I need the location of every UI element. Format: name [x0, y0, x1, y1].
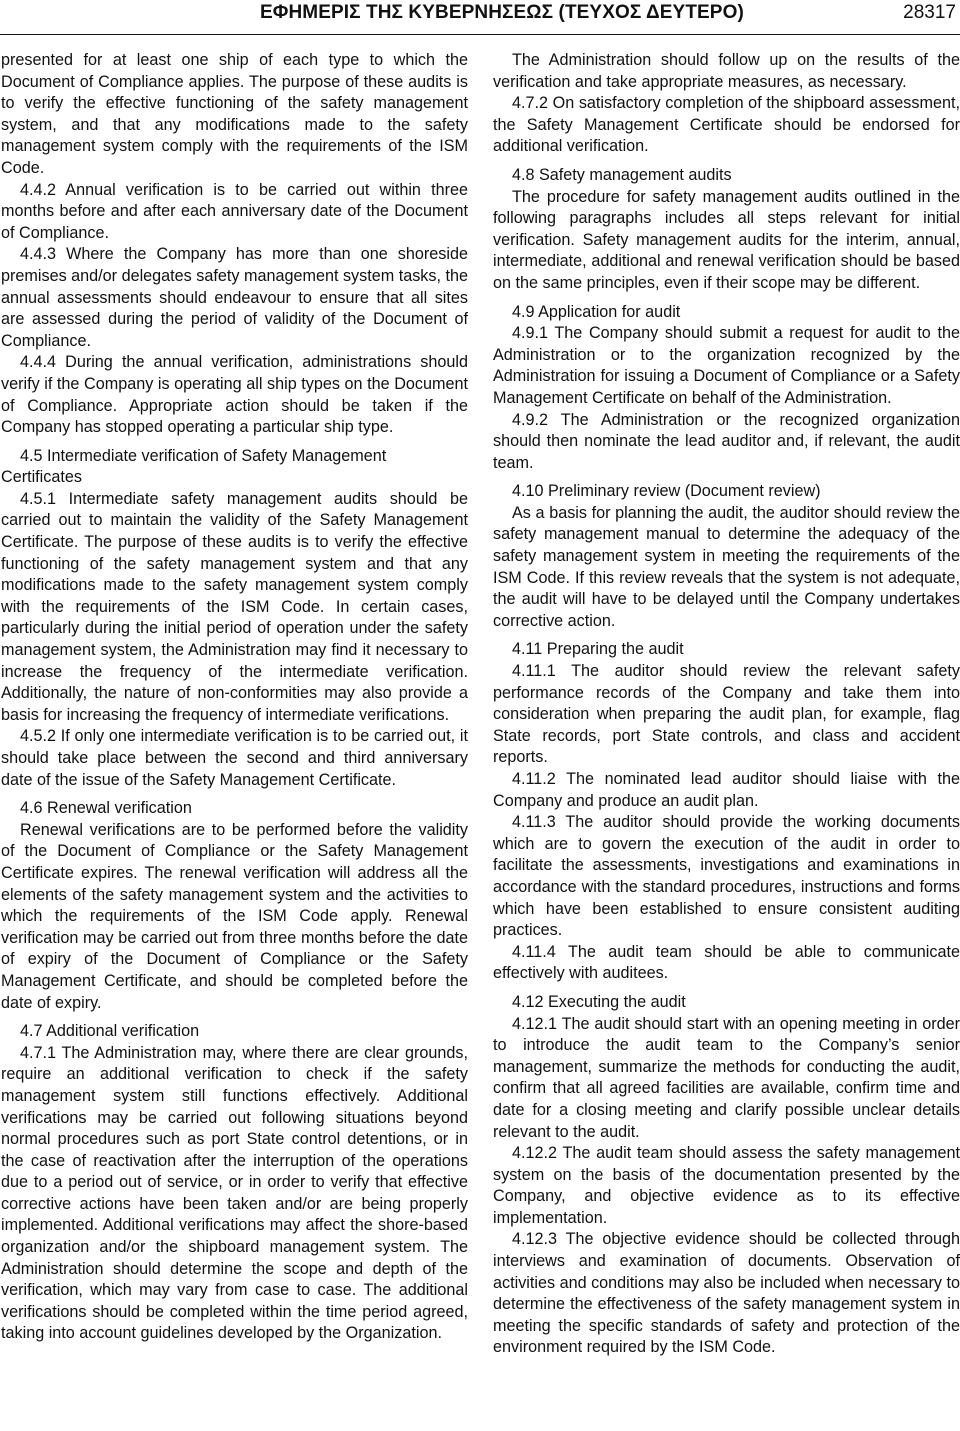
- right-column: [493, 50, 960, 1359]
- gazette-title: ΕΦΗΜΕΡΙΣ ΤΗΣ ΚΥΒΕΡΝΗΣΕΩΣ (ΤΕΥΧΟΣ ΔΕΥΤΕΡΟ): [260, 2, 744, 23]
- paragraph-4-12-2: 4.12.2 The audit team should assess the safety management system on the basis of the documentation presented by the Company, and objective evidence as to its effective implementation.: [493, 1144, 960, 1227]
- paragraph-safety-management-audits: The procedure for safety management audits outlined in the following paragraphs includes all steps relevant for initial verification. Safety management audits for the interim, annual, intermediate, additional and renewal verification should be based on the same principles, even if their scope may be different.: [493, 187, 960, 292]
- paragraph-4-9-2: 4.9.2 The Administration or the recognized organization should then nominate the lead auditor and, if relevant, the audit team.: [493, 410, 960, 472]
- section-heading-4-12: 4.12 Executing the audit: [512, 992, 686, 1011]
- section-heading-4-5: 4.5 Intermediate verification of Safety Management Certificates: [1, 446, 387, 487]
- section-heading-4-8: 4.8 Safety management audits: [512, 165, 732, 184]
- paragraph-continuation: presented for at least one ship of each type to which the Document of Compliance applies. The purpose of these audits is to verify the effective functioning of the safety management system, and that any modifications made to the safety management system comply with the requirements of the ISM Code.: [1, 51, 468, 177]
- paragraph-4-4-3: 4.4.3 Where the Company has more than one shoreside premises and/or delegates safety management system tasks, the annual assessments should endeavour to ensure that all sites are assessed during the period of validity of the Document of Compliance.: [1, 245, 468, 350]
- paragraph-4-7-1-continued: The Administration should follow up on the results of the verification and take appropriate measures, as necessary.: [493, 51, 960, 91]
- paragraph-4-4-4: 4.4.4 During the annual verification, administrations should verify if the Company is operating all ship types on the Document of Compliance. Appropriate action should be taken if the Company has stopped operating a particular ship type.: [1, 353, 468, 437]
- section-heading-4-9: 4.9 Application for audit: [512, 302, 681, 321]
- paragraph-4-12-1: 4.12.1 The audit should start with an opening meeting in order to introduce the audit team to the Company’s senior management, summarize the methods for conducting the audit, confirm that all agreed facilities are available, confirm time and date for a closing meeting and clarify possible unclear details relevant to the audit.: [493, 1014, 960, 1141]
- paragraph-4-12-3: 4.12.3 The objective evidence should be collected through interviews and examination of documents. Observation of activities and conditions may also be included when necessary to determine the effectiveness of the safety management system in meeting the specific standards of safety and protection of the environment required by the ISM Code.: [493, 1230, 960, 1357]
- left-column: [1, 50, 468, 1345]
- paragraph-4-11-2: 4.11.2 The nominated lead auditor should liaise with the Company and produce an audit plan.: [493, 770, 960, 810]
- section-heading-4-7: 4.7 Additional verification: [20, 1022, 200, 1041]
- section-heading-4-11: 4.11 Preparing the audit: [512, 640, 684, 659]
- paragraph-4-7-2: 4.7.2 On satisfactory completion of the shipboard assessment, the Safety Management Certificate should be endorsed for additional verification.: [493, 94, 960, 156]
- paragraph-4-4-2: 4.4.2 Annual verification is to be carried out within three months before and after each anniversary date of the Document of Compliance.: [1, 180, 468, 242]
- paragraph-4-11-3: 4.11.3 The auditor should provide the working documents which are to govern the execution of the audit in order to facilitate the assessments, investigations and examinations in accordance with the standard procedures, instructions and forms which have been established to ensure consistent auditing practices.: [493, 813, 960, 940]
- paragraph-4-11-1: 4.11.1 The auditor should review the relevant safety performance records of the Company and take them into consideration when preparing the audit plan, for example, flag State records, port State controls, and class and accident reports.: [493, 662, 960, 767]
- page-header: [0, 0, 960, 35]
- section-heading-4-6: 4.6 Renewal verification: [20, 799, 192, 818]
- section-heading-4-10: 4.10 Preliminary review (Document review): [512, 482, 821, 501]
- paragraph-preliminary-review: As a basis for planning the audit, the auditor should review the safety management manual to determine the adequacy of the safety management system in meeting the requirements of the ISM Code. If this review reveals that the system is not adequate, the audit will have to be delayed until the Company undertakes corrective action.: [493, 503, 960, 630]
- paragraph-4-5-1: 4.5.1 Intermediate safety management audits should be carried out to maintain the validity of the Safety Management Certificate. The purpose of these audits is to verify the effective functioning of the safety management system and that any modifications made to the safety management system comply with the requirements of the ISM Code. In certain cases, particularly during the initial period of operation under the safety management system, the Administration may find it necessary to increase the frequency of the intermediate verification. Additionally, the nature of non-conformities may also provide a basis for increasing the frequency of intermediate verifications.: [1, 489, 468, 724]
- paragraph-4-9-1: 4.9.1 The Company should submit a request for audit to the Administration or to the organization recognized by the Administration for issuing a Document of Compliance or a Safety Management Certificate on behalf of the Administration.: [493, 324, 960, 407]
- page-number: 28317: [903, 2, 956, 23]
- paragraph-4-11-4: 4.11.4 The audit team should be able to communicate effectively with auditees.: [493, 942, 960, 983]
- paragraph-4-7-1: 4.7.1 The Administration may, where there are clear grounds, require an additional verification to check if the safety management system still functions effectively. Additional verifications may be carried out following situations beyond normal procedures such as port State control detentions, or in the case of reactivation after the interruption of the operations due to a period out of service, or in order to verify that effective corrective actions have been taken and/or are being properly implemented. Additional verifications may affect the shore-based organization and/or the shipboard management system. The Administration should determine the scope and depth of the verification, which may vary from case to case. The additional verifications should be completed within the time period agreed, taking into account guidelines developed by the Organization.: [1, 1043, 468, 1343]
- paragraph-4-5-2: 4.5.2 If only one intermediate verification is to be carried out, it should take place between the second and third anniversary date of the issue of the Safety Management Certificate.: [1, 727, 468, 789]
- paragraph-renewal-verification: Renewal verifications are to be performed before the validity of the Document of Compliance or the Safety Management Certificate expires. The renewal verification will address all the elements of the safety management system and the activities to which the requirements of the ISM Code apply. Renewal verification may be carried out from three months before the date of expiry of the Document of Compliance or the Safety Management Certificate, and should be completed before the date of expiry.: [1, 820, 468, 1012]
